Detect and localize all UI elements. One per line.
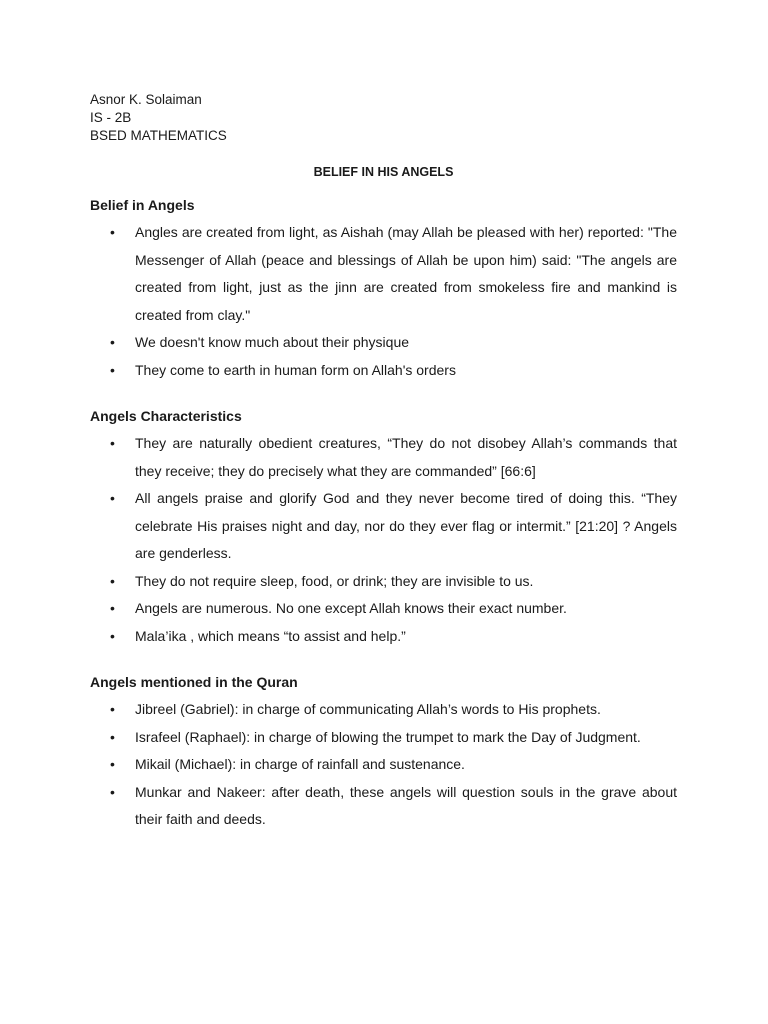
list-item-text: Angles are created from light, as Aishah (may Allah be pleased with her) reported: "The Messenger of Allah (peace and blessings of Allah be upon him) said: "The angels are created from light, just as the jinn are created from smokeless fire and mankind is created from clay." [135,224,677,323]
list-item-text: They come to earth in human form on Allah's orders [135,361,456,378]
bullet-list [90,696,677,834]
section-angels-characteristics [90,406,677,650]
list-item [90,696,677,724]
list-item-text: Jibreel (Gabriel): in charge of communicating Allah’s words to His prophets. [135,701,601,717]
bullet-icon: • [110,490,115,506]
list-item-text: Israfeel (Raphael): in charge of blowing the trumpet to mark the Day of Judgment. [135,728,641,745]
course-name: BSED MATHEMATICS [90,128,227,143]
author-name: Asnor K. Solaiman [90,92,202,107]
bullet-icon: • [110,600,115,616]
bullet-icon: • [110,334,115,350]
list-item [90,329,677,357]
bullet-list [90,430,677,650]
bullet-icon: • [110,224,115,240]
list-item-text: Mala’ika , which means “to assist and help.” [135,627,406,644]
list-item-text: We doesn't know much about their physique [135,334,410,350]
bullet-icon: • [110,783,115,800]
list-item-text: Munkar and Nakeer: after death, these angels will question souls in the grave about their faith and deeds. [135,783,677,827]
section-heading: Belief in Angels [90,197,195,213]
list-item [90,595,677,623]
bullet-list [90,219,677,384]
list-item [90,623,677,651]
list-item-text: Mikail (Michael): in charge of rainfall and sustenance. [135,756,465,772]
list-item [90,724,677,752]
list-item-text: Angels are numerous. No one except Allah knows their exact number. [135,600,567,616]
class-section: IS - 2B [90,110,132,125]
document-title: BELIEF IN HIS ANGELS [313,165,454,179]
bullet-icon: • [110,701,115,717]
bullet-icon: • [110,627,115,644]
bullet-icon: • [110,572,115,589]
bullet-icon: • [110,756,115,772]
list-item [90,568,677,596]
section-heading: Angels Characteristics [90,408,242,424]
list-item [90,779,677,834]
bullet-icon: • [110,361,115,378]
list-item [90,751,677,779]
list-item-text: All angels praise and glorify God and they never become tired of doing this. “They celebrate His praises night and day, nor do they ever flag or intermit.” [21:20] ? Angels are genderless. [135,490,677,561]
bullet-icon: • [110,728,115,745]
list-item-text: They are naturally obedient creatures, “They do not disobey Allah’s commands that they receive; they do precisely what they are commanded” [66:6] [135,435,677,479]
section-heading: Angels mentioned in the Quran [90,674,298,690]
list-item-text: They do not require sleep, food, or drink; they are invisible to us. [135,572,534,589]
list-item [90,219,677,329]
list-item [90,485,677,568]
list-item [90,430,677,485]
section-belief-in-angels [90,195,677,384]
bullet-icon: • [110,435,115,451]
list-item [90,357,677,385]
section-angels-in-quran [90,672,677,834]
